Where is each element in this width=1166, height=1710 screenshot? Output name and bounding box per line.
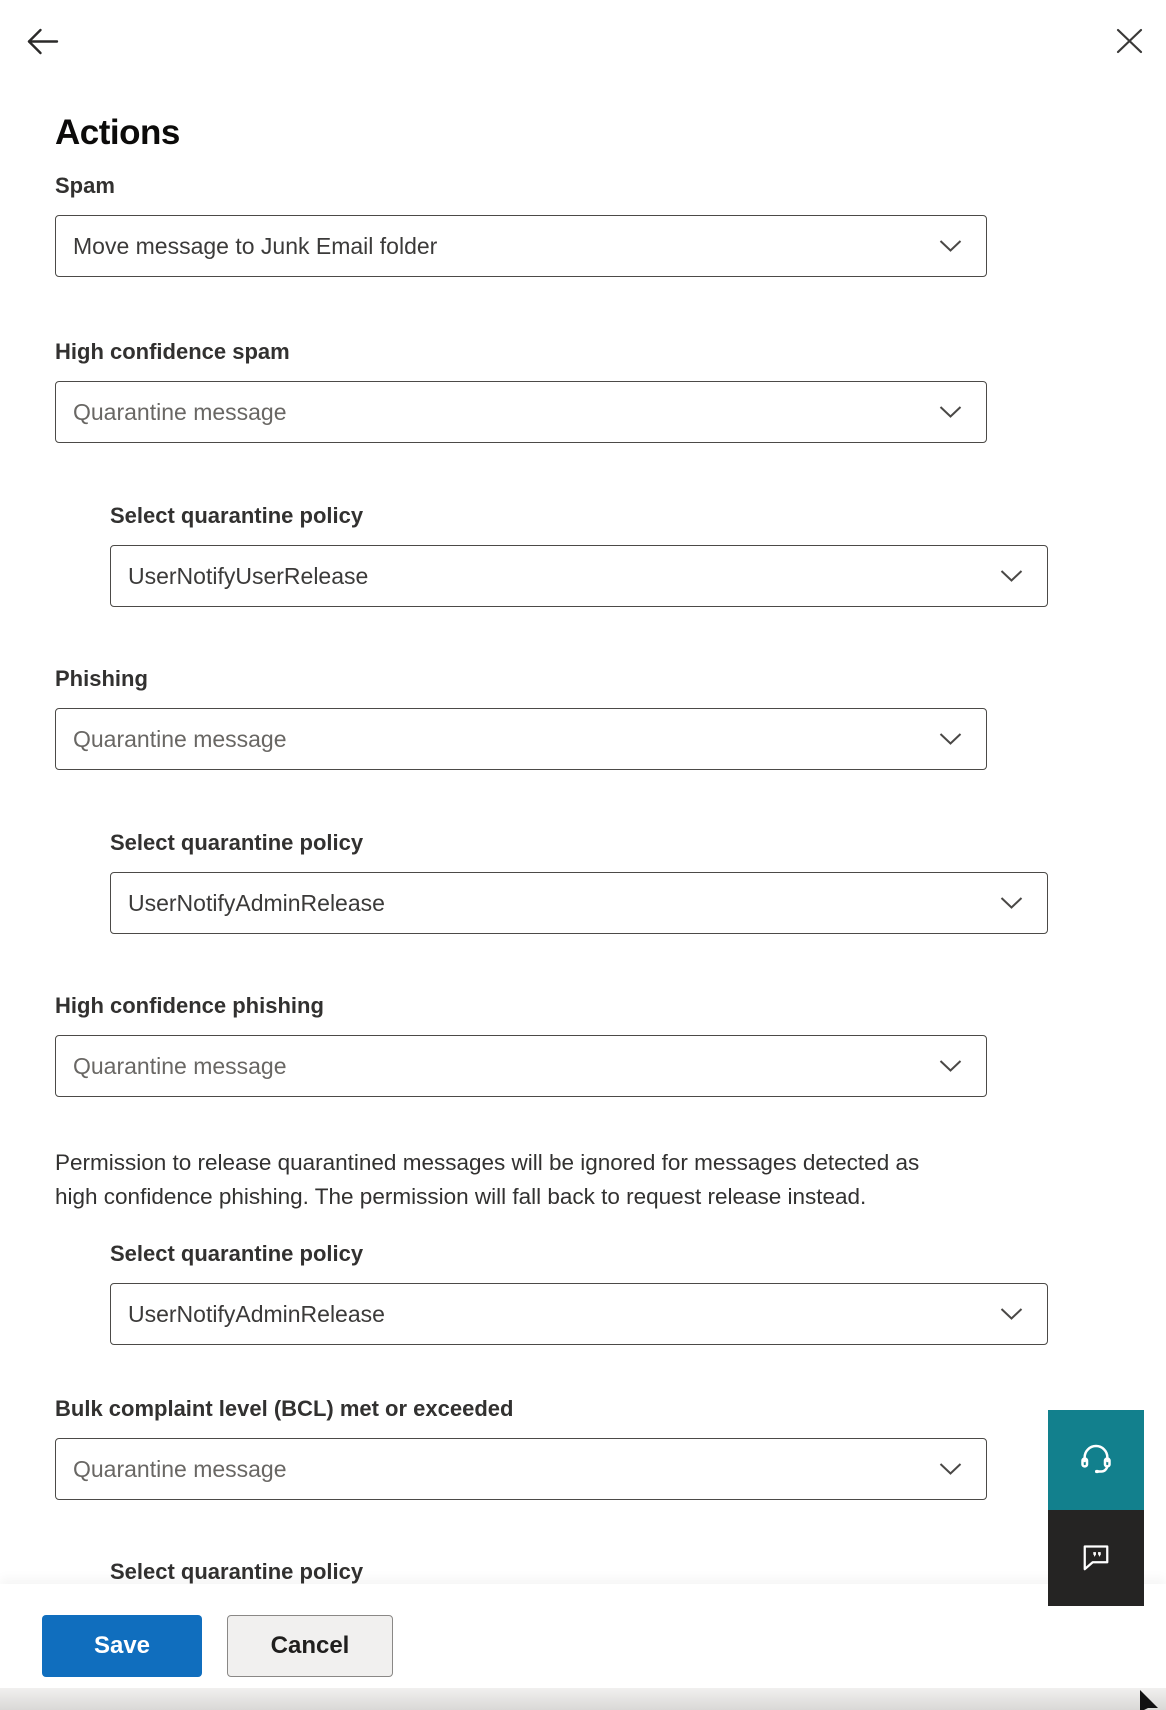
chevron-down-icon — [939, 1060, 962, 1073]
mouse-cursor — [1138, 1688, 1166, 1710]
spam-action-dropdown[interactable] — [55, 215, 987, 277]
chevron-down-icon — [1000, 1308, 1023, 1321]
chevron-down-icon — [939, 733, 962, 746]
dropdown-selected-value: UserNotifyAdminRelease — [128, 1300, 385, 1327]
bcl-action-dropdown[interactable] — [55, 1438, 987, 1500]
quarantine-policy-dropdown[interactable] — [110, 872, 1048, 934]
quarantine-policy-dropdown[interactable] — [110, 545, 1048, 607]
field-group-phishing — [55, 665, 987, 770]
chevron-down-icon — [1000, 897, 1023, 910]
dropdown-selected-value: Quarantine message — [73, 1455, 287, 1482]
field-label: Spam — [55, 173, 115, 198]
footer-bar — [0, 1584, 1166, 1710]
dropdown-selected-value: UserNotifyAdminRelease — [128, 889, 385, 916]
headset-icon — [1076, 1439, 1116, 1482]
field-label: Select quarantine policy — [110, 1241, 364, 1266]
field-label: Phishing — [55, 666, 148, 691]
dropdown-selected-value: Quarantine message — [73, 725, 287, 752]
phishing-action-dropdown[interactable] — [55, 708, 987, 770]
chevron-down-icon — [939, 240, 962, 253]
dropdown-selected-value: Quarantine message — [73, 398, 287, 425]
field-group-spam — [55, 172, 987, 277]
field-label: Select quarantine policy — [110, 830, 364, 855]
back-button[interactable] — [26, 27, 59, 56]
dropdown-selected-value: UserNotifyUserRelease — [128, 562, 369, 589]
cancel-button[interactable]: Cancel — [227, 1615, 393, 1677]
field-group-high-confidence-spam — [55, 338, 987, 443]
field-label: Select quarantine policy — [110, 1559, 364, 1584]
feedback-chat-icon — [1078, 1539, 1114, 1578]
footer-bottom-strip — [0, 1688, 1166, 1710]
chevron-down-icon — [939, 1463, 962, 1476]
note-line: high confidence phishing. The permission will fall back to request release instead. — [55, 1184, 867, 1209]
field-group-bulk-complaint-level — [55, 1395, 987, 1500]
help-support-button[interactable] — [1048, 1410, 1144, 1510]
dropdown-selected-value: Quarantine message — [73, 1052, 287, 1079]
field-group-quarantine-policy-hc-phishing — [110, 1240, 1048, 1345]
feedback-button[interactable] — [1048, 1510, 1144, 1606]
field-label: High confidence phishing — [55, 993, 324, 1018]
field-group-quarantine-policy-bcl — [110, 1558, 1048, 1585]
back-arrow-icon — [26, 44, 59, 59]
field-label: Select quarantine policy — [110, 503, 364, 528]
high-confidence-spam-action-dropdown[interactable] — [55, 381, 987, 443]
save-button[interactable]: Save — [42, 1615, 202, 1677]
field-label: Bulk complaint level (BCL) met or exceeded — [55, 1396, 514, 1421]
page-title: Actions — [55, 113, 180, 153]
field-group-quarantine-policy-phishing — [110, 829, 1048, 934]
high-confidence-phishing-action-dropdown[interactable] — [55, 1035, 987, 1097]
high-confidence-phishing-note — [55, 1146, 1075, 1214]
field-group-quarantine-policy-spam — [110, 502, 1048, 607]
quarantine-policy-dropdown[interactable] — [110, 1283, 1048, 1345]
chevron-down-icon — [1000, 570, 1023, 583]
field-group-high-confidence-phishing — [55, 992, 987, 1097]
close-button[interactable] — [1116, 28, 1143, 54]
field-label: High confidence spam — [55, 339, 290, 364]
note-line: Permission to release quarantined messages will be ignored for messages detected as — [55, 1150, 920, 1175]
chevron-down-icon — [939, 406, 962, 419]
close-icon — [1116, 42, 1143, 57]
dropdown-selected-value: Move message to Junk Email folder — [73, 232, 438, 259]
